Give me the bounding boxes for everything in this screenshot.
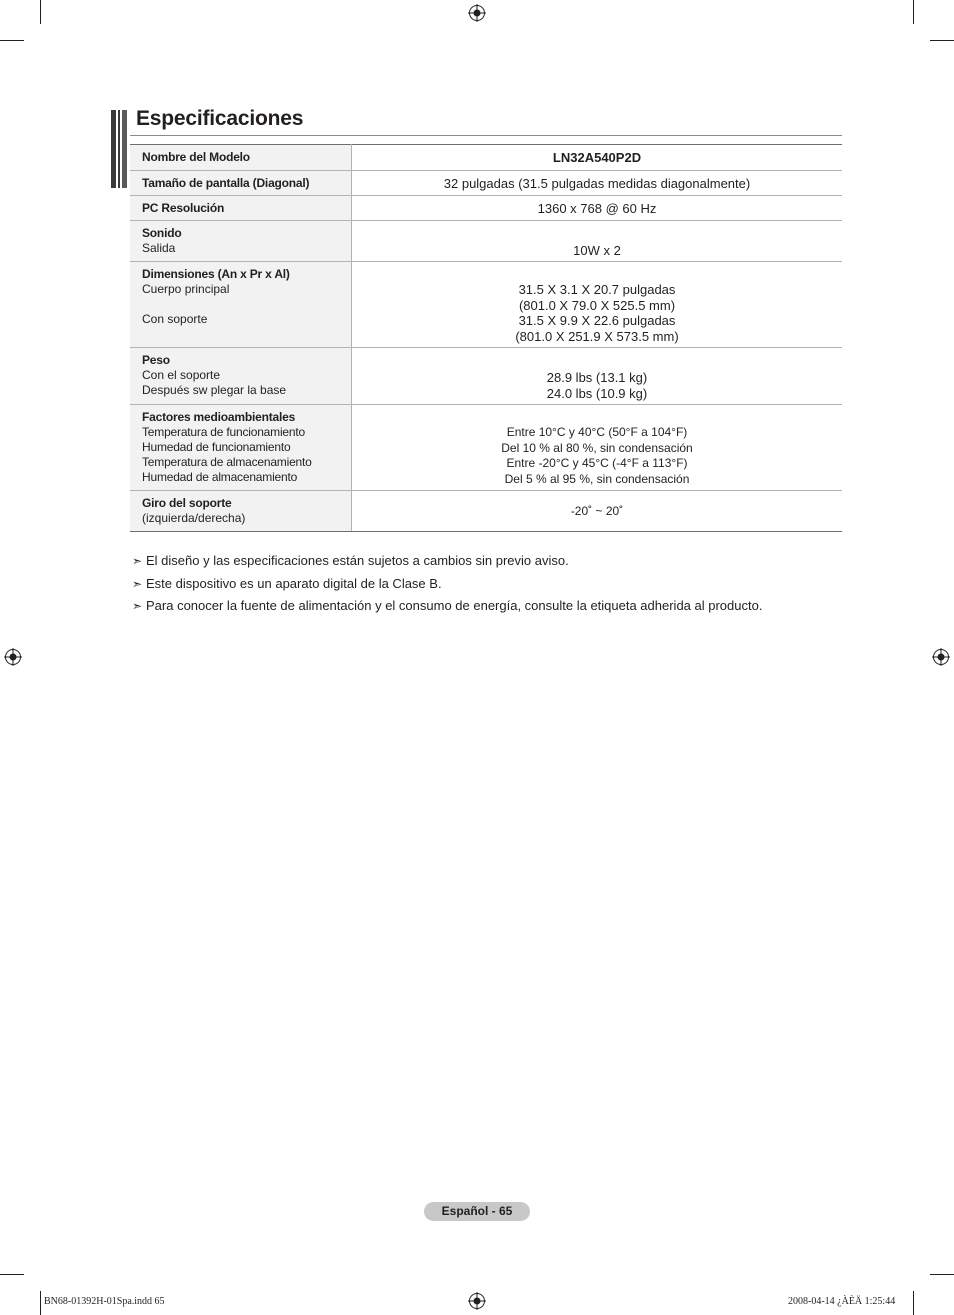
note-arrow-icon: ➣: [132, 554, 143, 568]
crop-mark: [40, 1291, 41, 1315]
page-title: Especificaciones: [136, 107, 304, 130]
registration-mark-icon: [468, 1292, 486, 1310]
spec-label: Factores medioambientales: [142, 410, 296, 424]
spec-value: (801.0 X 79.0 X 525.5 mm): [518, 297, 676, 313]
spec-value: -20˚ ~ 20˚: [570, 503, 624, 518]
spec-label: Sonido: [142, 226, 182, 240]
table-row: [130, 491, 842, 532]
spec-label-cell: [130, 262, 352, 348]
spec-label-cell: [130, 145, 352, 171]
spec-value: Del 5 % al 95 %, sin condensación: [504, 471, 690, 486]
spec-value: 24.0 lbs (10.9 kg): [546, 385, 648, 401]
table-row: [130, 348, 842, 405]
table-row: [130, 145, 842, 171]
specifications-table: [130, 144, 842, 532]
spec-label-cell: [130, 348, 352, 405]
spec-sublabel: Después sw plegar la base: [142, 383, 287, 397]
spec-label: Peso: [142, 353, 170, 367]
note-arrow-icon: ➣: [132, 599, 143, 613]
spec-value-cell: [352, 221, 843, 262]
spec-label: Tamaño de pantalla (Diagonal): [142, 176, 310, 190]
table-row: [130, 405, 842, 491]
spec-value: 10W x 2: [573, 242, 621, 258]
spec-label-cell: [130, 491, 352, 532]
registration-mark-icon: [468, 4, 486, 22]
crop-mark: [0, 1274, 24, 1275]
spec-value-cell: [352, 196, 843, 221]
spec-value: Entre 10°C y 40°C (50°F a 104°F): [506, 425, 688, 439]
spec-label-cell: [130, 405, 352, 491]
spec-value-cell: [352, 262, 843, 348]
spec-label-cell: [130, 221, 352, 262]
spec-value: Del 10 % al 80 %, sin condensación: [501, 440, 693, 455]
spec-sublabel: Salida: [142, 241, 176, 255]
spec-sublabel: Temperatura de funcionamiento: [142, 425, 305, 439]
spec-value: (801.0 X 251.9 X 573.5 mm): [515, 328, 679, 344]
print-timestamp: 2008-04-14 ¿ÀÈÄ 1:25:44: [788, 1296, 896, 1307]
spec-value-cell: [352, 145, 843, 171]
note-text: El diseño y las especificaciones están sujetos a cambios sin previo aviso.: [146, 553, 569, 568]
spec-label: Dimensiones (An x Pr x Al): [142, 267, 290, 281]
note-text: Este dispositivo es un aparato digital de la Clase B.: [146, 575, 442, 591]
spec-label: Nombre del Modelo: [142, 150, 250, 164]
spec-sublabel: Humedad de funcionamiento: [142, 440, 291, 454]
crop-mark: [913, 0, 914, 24]
title-divider: [130, 135, 842, 136]
spec-value: 32 pulgadas (31.5 pulgadas medidas diagonalmente): [443, 175, 751, 191]
table-row: [130, 171, 842, 196]
note-arrow-icon: ➣: [132, 576, 143, 591]
note-text: Para conocer la fuente de alimentación y el consumo de energía, consulte la etiqueta adherida al producto.: [146, 598, 763, 613]
registration-mark-icon: [4, 648, 22, 666]
spec-value-cell: [352, 491, 843, 532]
spec-label: PC Resolución: [142, 201, 225, 215]
spec-value: 1360 x 768 @ 60 Hz: [537, 200, 657, 216]
spec-value-cell: [352, 348, 843, 405]
page-number-badge: Español - 65: [424, 1202, 530, 1221]
spec-sublabel: Cuerpo principal: [142, 282, 230, 296]
spec-value: LN32A540P2D: [552, 150, 642, 166]
spec-label-cell: [130, 196, 352, 221]
crop-mark: [40, 0, 41, 24]
spec-value: Entre -20°C y 45°C (-4°F a 113°F): [506, 456, 688, 470]
table-row: [130, 196, 842, 221]
spec-value-cell: [352, 171, 843, 196]
spec-sublabel: Temperatura de almacenamiento: [142, 455, 312, 469]
crop-mark: [0, 40, 24, 41]
list-item: [132, 597, 762, 620]
spec-label-cell: [130, 171, 352, 196]
spec-sublabel: Con soporte: [142, 312, 208, 326]
spec-value: 31.5 X 9.9 X 22.6 pulgadas: [518, 313, 676, 328]
crop-mark: [913, 1291, 914, 1315]
registration-mark-icon: [932, 648, 950, 666]
list-item: [132, 552, 762, 575]
crop-mark: [930, 40, 954, 41]
spec-value: 28.9 lbs (13.1 kg): [546, 370, 648, 385]
file-slug: BN68-01392H-01Spa.indd 65: [44, 1296, 165, 1307]
spec-value: 31.5 X 3.1 X 20.7 pulgadas: [518, 282, 676, 297]
spec-sublabel: Con el soporte: [142, 368, 221, 382]
spec-sublabel: (izquierda/derecha): [142, 511, 246, 525]
notes-list: [132, 552, 762, 620]
spec-value-cell: [352, 405, 843, 491]
crop-mark: [930, 1274, 954, 1275]
spec-label: Giro del soporte: [142, 496, 232, 510]
table-row: [130, 262, 842, 348]
list-item: [132, 575, 762, 598]
spec-sublabel: Humedad de almacenamiento: [142, 470, 298, 484]
table-row: [130, 221, 842, 262]
